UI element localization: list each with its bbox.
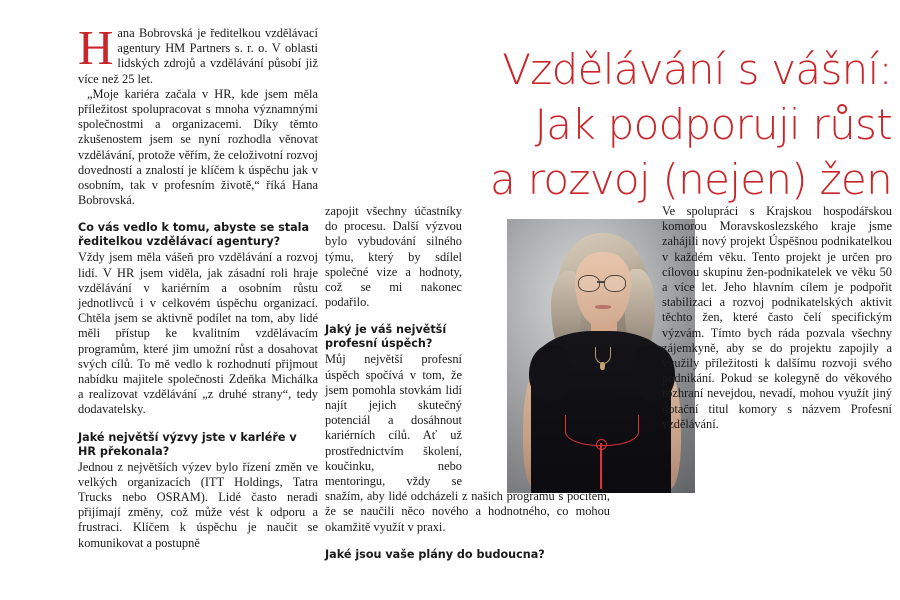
question-heading-1: Co vás vedlo k tomu, abyste se stala ředitelkou vzdělávací agentury? <box>78 221 310 249</box>
answer-paragraph-2: Jednou z největších výzev bylo řízení změn ve velkých organizacích (ITT Holdings, Tatra Trucks nebo OSRAM). Lidé často neradi přijímají změny, což může vést k odporu a frustraci. Klíčem k úspěchu je naučit se komunikovat a postupně <box>78 459 318 550</box>
photo-wrap-spacer-left <box>462 204 610 482</box>
answer-paragraph-3: Můj největší profesní úspěch spočívá v tom, že jsem pomohla stovkám lidí najít jejich skutečný potenciál a dosáhnout kariérních cílů. Ať už prostřednictvím školení, koučinku, nebo mentoringu, vždy se snažím, aby lidé odcházeli z našich programů s pocitem, že se naučili něco nového a hodnotného, co mohou okamžitě využít v praxi. <box>325 352 610 534</box>
intro-paragraph-1-text: ana Bobrovská je ředitelkou vzdělávací agentury HM Partners s. r. o. V oblasti lidských zdrojů a vzdělávání působí již více než 25 let. <box>78 26 318 86</box>
answer-paragraph-1: Vždy jsem měla vášeň pro vzdělávání a rozvoj lidí. V HR jsem viděla, jak zásadní roli hraje vzdělávání v kariérním a osobním růstu jednotlivců i v celkovém úspěchu organizací. Chtěla jsem se aktivně podílet na tom, aby lidé měli přístup ke kvalitním vzdělávacím programům, které jim umožní růst a dosahovat svých cílů. To mě vedlo k rozhodnutí přijmout nabídku majitele společnosti Zdeňka Michálka a realizovat vzdělávání „z druhé strany“, tedy dodavatelsky. <box>78 250 318 417</box>
answer-paragraph-4: Ve spolupráci s Krajskou hospodářskou komorou Moravskoslezského kraje jsme zahájili nový projekt Úspěšnou podnikatelkou v každém věku. Tento projekt je určen pro cílovou skupinu žen-podnikatelek ve věku 50 a více let. Jeho hlavním cílem je podpořit stabilizaci a rozvoj podnikatelských aktivit těchto žen, které často čelí specifickým výzvám. Tímto bych ráda pozvala všechny zájemkyně, aby se do projektu zapojily a využily příležitosti k dalšímu rozvoji svého podnikání. Pokud se kolegyně do věkového rozhraní nevejdou, nevadí, mohou využít jiný dotační titul komory s názvem Profesní vzdělávání. <box>662 204 892 431</box>
page-headline <box>300 42 892 207</box>
question-heading-4: Jaké jsou vaše plány do budoucna? <box>325 547 545 561</box>
photo-wrap-spacer-right <box>590 204 662 482</box>
headline-line-3: a rozvoj (nejen) žen <box>490 155 892 205</box>
intro-paragraph-2: „Moje kariéra začala v HR, kde jsem měla příležitost spolupracovat s mnoha významnými společnostmi a organizacemi. Díky těmto zkušenostem jsem se nyní rozhodla věnovat vzdělávání, protože věřím, že celoživotní rozvoj dovedností a znalostí je klíčem k úspěchu jak v osobním, tak v profesním životě,“ říká Hana Bobrovská. <box>78 86 318 208</box>
intro-paragraph-1 <box>78 20 318 87</box>
headline-line-2: Jak podporuji růst <box>534 100 892 150</box>
answer-paragraph-2-continued: zapojit všechny účastníky do procesu. Další výzvou bylo vybudování silného týmu, který by sdílel společné vize a hodnoty, což se mi nakonec podařilo. <box>325 204 462 310</box>
article-column-1 <box>78 20 318 596</box>
headline-line-1: Vzdělávání s vášní: <box>502 45 892 95</box>
question-heading-2: Jaké největší výzvy jste v karléře v HR překonala? <box>78 430 297 458</box>
article-column-3 <box>590 204 892 596</box>
question-heading-3: Jaký je váš největší profesní úspěch? <box>325 323 447 351</box>
drop-cap: H <box>78 20 114 75</box>
article-column-2 <box>325 204 610 596</box>
